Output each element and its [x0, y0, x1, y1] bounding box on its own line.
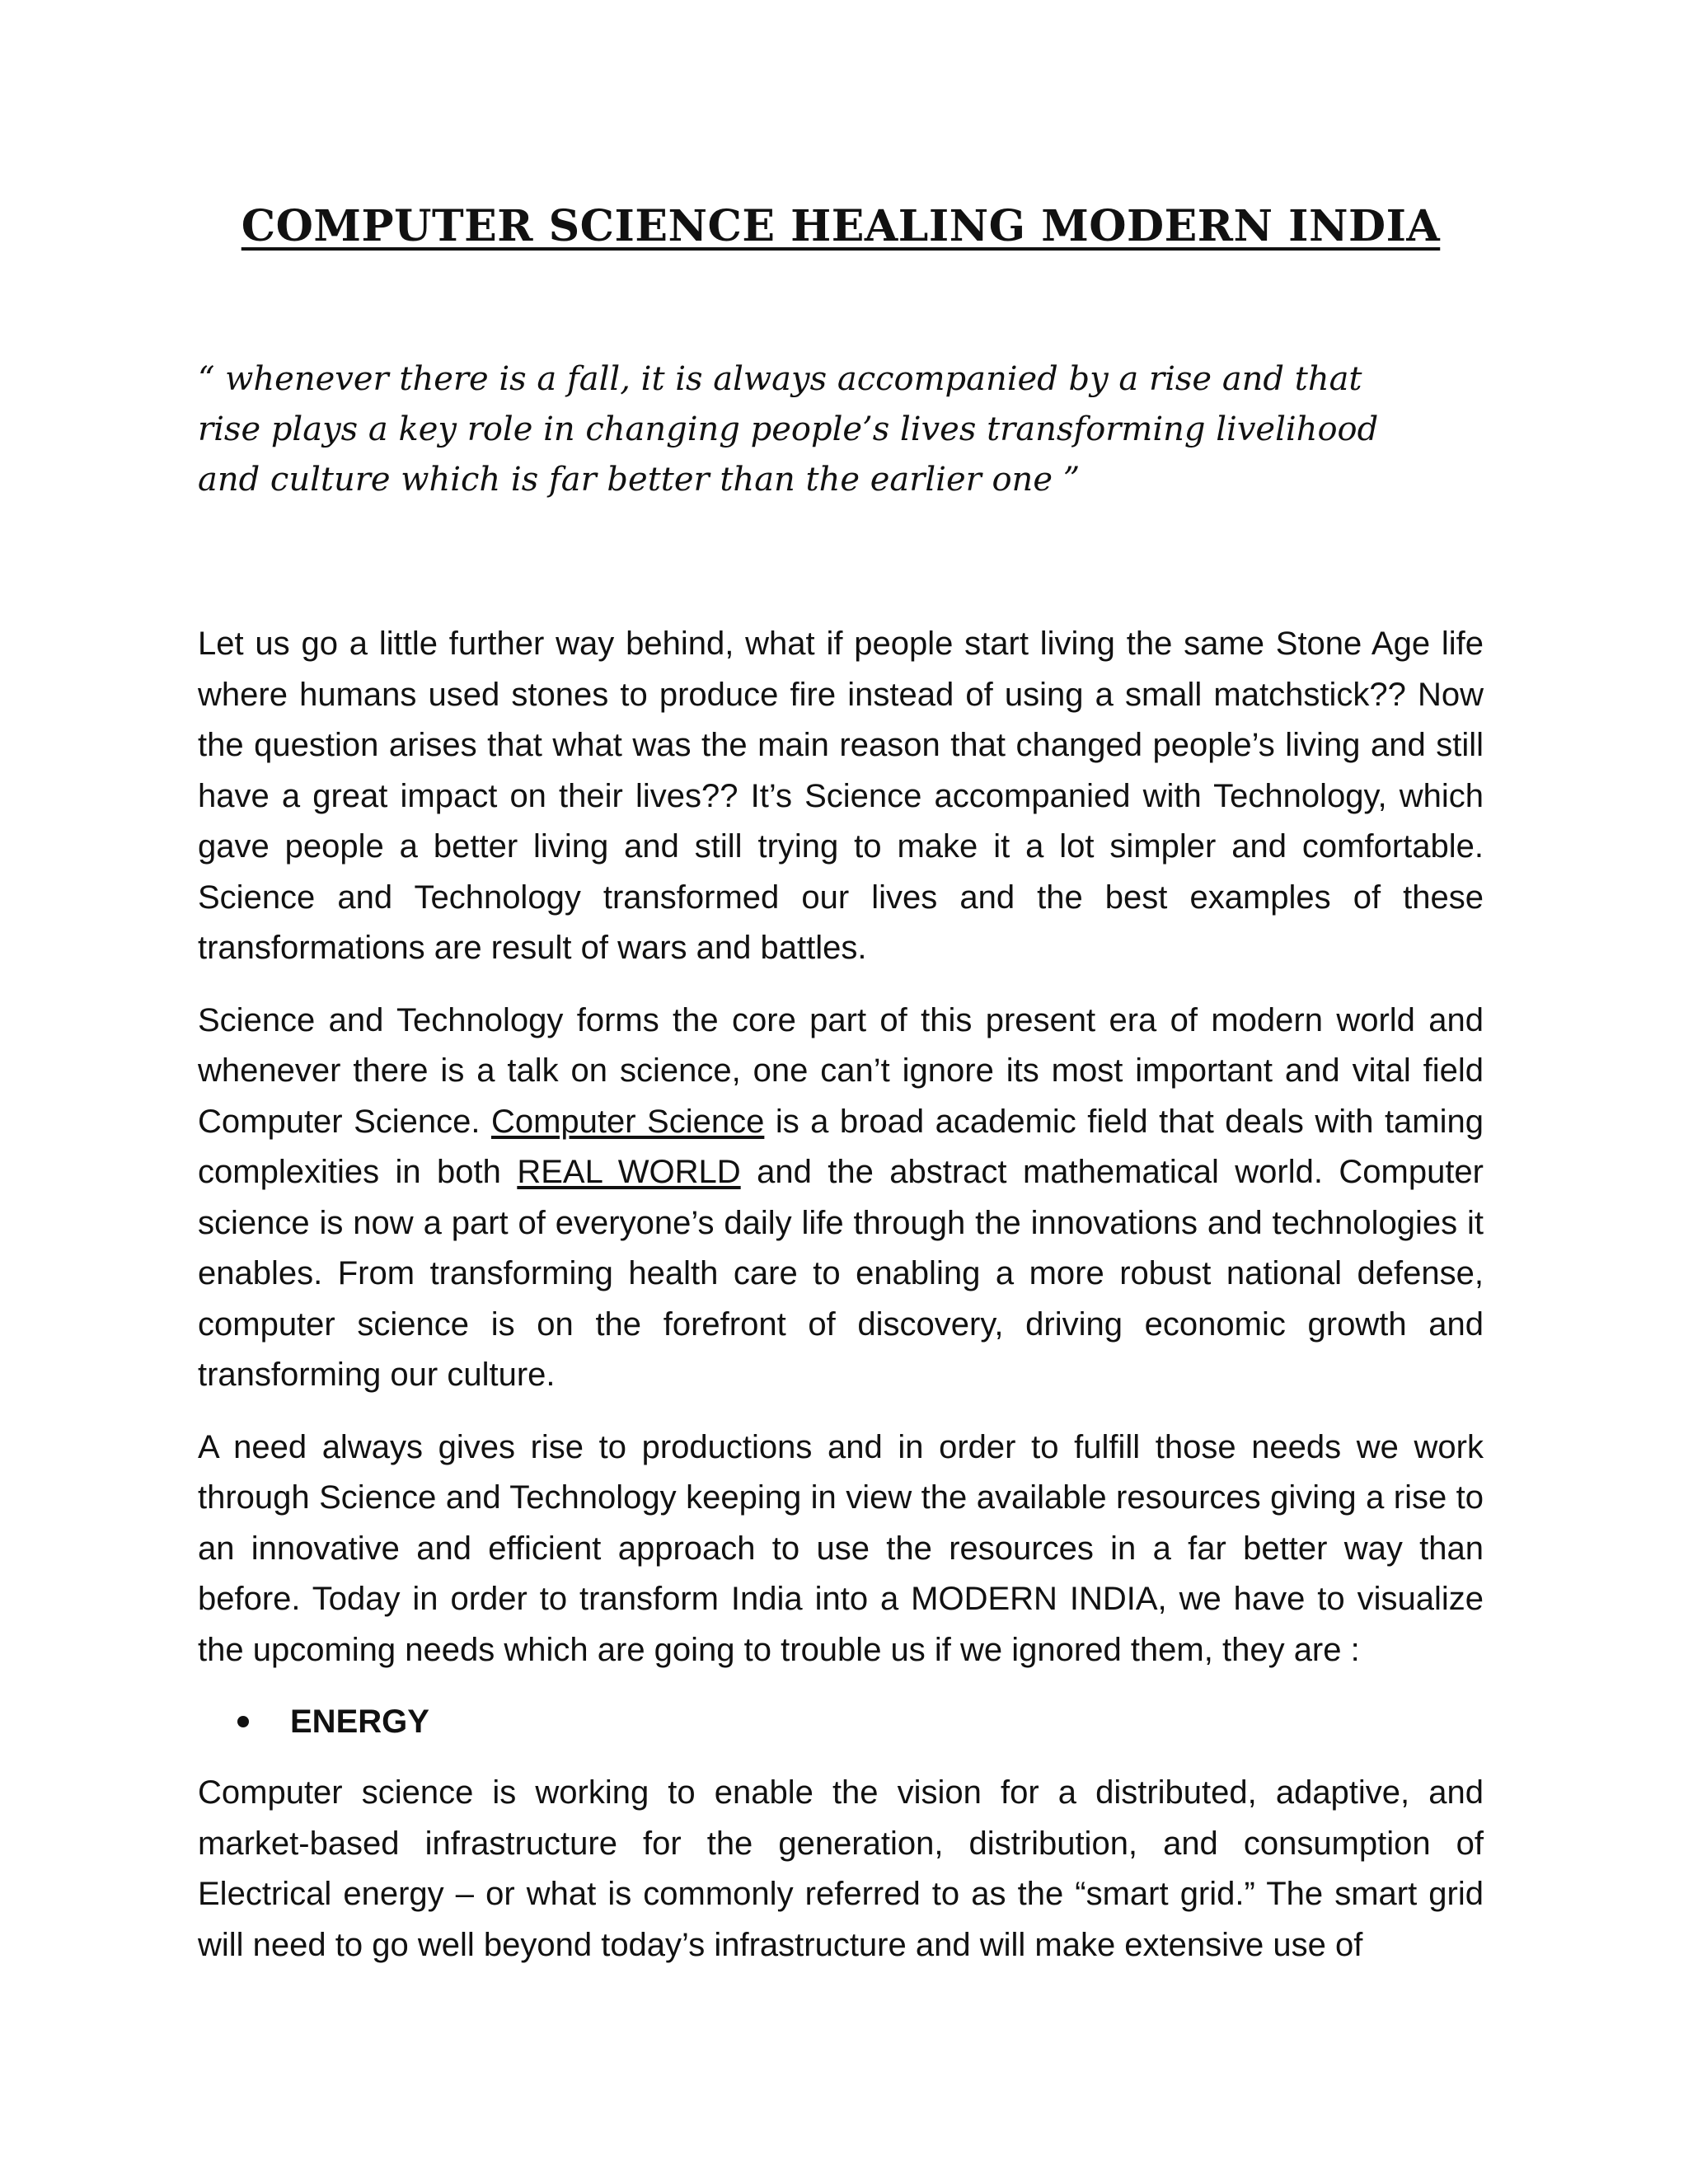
opening-quote: “ whenever there is a fall, it is always accompanied by a rise and that rise plays a key role in changing people’s lives transforming livelihood and culture which is far better than the earlier one ”: [198, 360, 1379, 499]
bullet-icon: [237, 1716, 249, 1727]
paragraph-energy: Computer science is working to enable the vision for a distributed, adaptive, and market-based infrastructure for the generation, distribution, and consumption of Electrical energy – or what is commonly referred to as the “smart grid.” The smart grid will need to go well beyond today’s infrastructure and will make extensive use of: [198, 1774, 1484, 1963]
document-page: [198, 198, 1484, 1992]
paragraph-computer-science: [198, 996, 1484, 1401]
underlined-real-world: REAL WORLD: [517, 1154, 741, 1190]
paragraph-needs: A need always gives rise to productions and in order to fulfill those needs we work through Science and Technology keeping in view the available resources giving a rise to an innovative and efficient approach to use the resources in a far better way than before. Today in order to transform India into a MODERN INDIA, we have to visualize the upcoming needs which are going to trouble us if we ignored them, they are :: [198, 1428, 1484, 1668]
bullet-item-energy: [237, 1697, 1484, 1746]
document-title: COMPUTER SCIENCE HEALING MODERN INDIA: [241, 201, 1441, 251]
paragraph-text: Science and Technology forms the core part of this present era of modern world and whenever there is a talk on science, one can’t ignore its most important and vital field Computer Science.: [198, 1001, 1484, 1140]
paragraph-text: and the abstract mathematical world. Computer science is now a part of everyone’s daily life through the innovations and technologies it enables. From transforming health care to enabling a more robust national defense, computer science is on the forefront of discovery, driving economic growth and transforming our culture.: [198, 1154, 1484, 1393]
paragraph-text: is a broad academic field that deals with taming complexities in both: [198, 1103, 1484, 1190]
underlined-computer-science: Computer Science: [490, 1103, 765, 1140]
paragraph-stone-age: Let us go a little further way behind, what if people start living the same Stone Age life where humans used stones to produce fire instead of using a small matchstick?? Now the question arises that what was the main reason that changed people’s living and still have a great impact on their lives?? It’s Science accompanied with Technology, which gave people a better living and still trying to make it a lot simpler and comfortable. Science and Technology transformed our lives and the best examples of these transformations are result of wars and battles.: [198, 626, 1484, 966]
bullet-label: ENERGY: [290, 1704, 429, 1740]
